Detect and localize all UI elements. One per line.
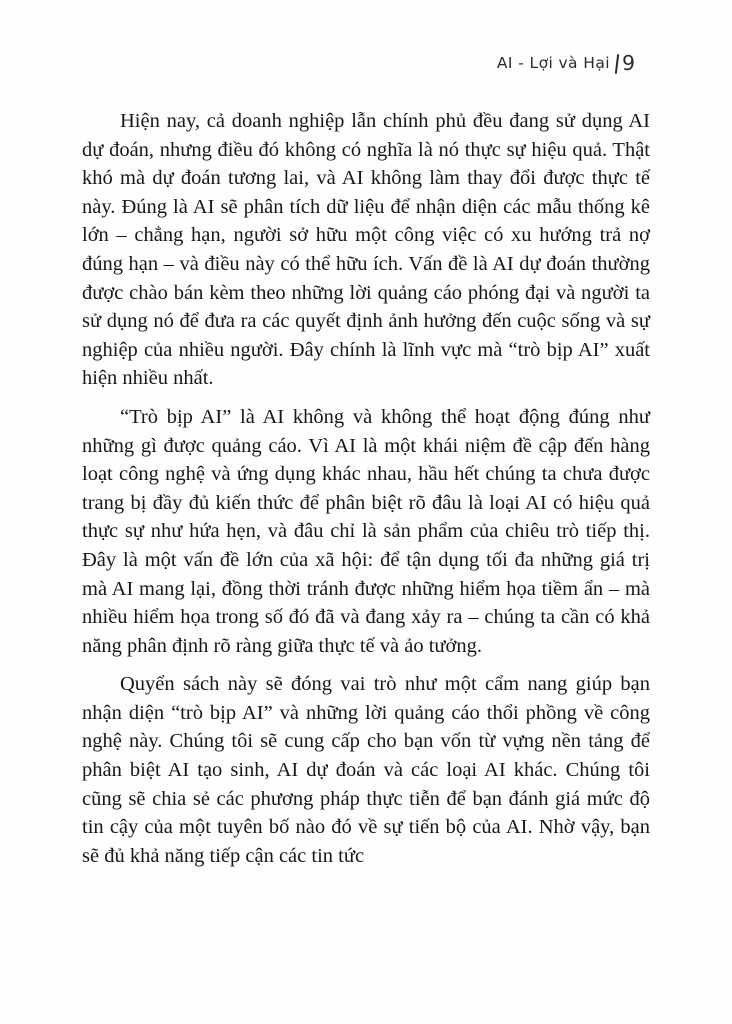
paragraph-1: Hiện nay, cả doanh nghiệp lẫn chính phủ đều đang sử dụng AI dự đoán, nhưng điều đó không có nghĩa là nó thực sự hiệu quả. Thật khó mà dự đoán tương lai, và AI không làm thay đổi được thực tế này. Đúng là AI sẽ phân tích dữ liệu để nhận diện các mẫu thống kê lớn – chẳng hạn, người sở hữu một công việc có xu hướng trả nợ đúng hạn – và điều này có thể hữu ích. Vấn đề là AI dự đoán thường được chào bán kèm theo những lời quảng cáo phóng đại và người ta sử dụng nó để đưa ra các quyết định ảnh hưởng đến cuộc sống và sự nghiệp của nhiều người. Đây chính là lĩnh vực mà “trò bịp AI” xuất hiện nhiều nhất. [82, 110, 650, 390]
paragraph-2: “Trò bịp AI” là AI không và không thể hoạt động đúng như những gì được quảng cáo. Vì AI là một khái niệm đề cập đến hàng loạt công nghệ và ứng dụng khác nhau, hầu hết chúng ta chưa được trang bị đầy đủ kiến thức để phân biệt rõ đâu là loại AI có hiệu quả thực sự như hứa hẹn, và đâu chỉ là sản phẩm của chiêu trò tiếp thị. Đây là một vấn đề lớn của xã hội: để tận dụng tối đa những giá trị mà AI mang lại, đồng thời tránh được những hiểm họa tiềm ẩn – mà nhiều hiểm họa trong số đó đã và đang xảy ra – chúng ta cần có khả năng phân định rõ ràng giữa thực tế và ảo tưởng. [82, 405, 650, 657]
running-head-title: AI - Lợi và Hại [496, 53, 610, 72]
paragraph-3: Quyển sách này sẽ đóng vai trò như một cẩm nang giúp bạn nhận diện “trò bịp AI” và những lời quảng cáo thổi phồng về công nghệ này. Chúng tôi sẽ cung cấp cho bạn vốn từ vựng nền tảng để phân biệt AI tạo sinh, AI dự đoán và các loại AI khác. Chúng tôi cũng sẽ chia sẻ các phương pháp thực tiễn để bạn đánh giá mức độ tin cậy của một tuyên bố nào đó về sự tiến bộ của AI. Nhờ vậy, bạn sẽ đủ khả năng tiếp cận các tin tức [82, 673, 650, 867]
body-text [82, 107, 650, 870]
page-number-divider [615, 53, 619, 73]
page-number: 9 [621, 51, 635, 75]
running-head [497, 53, 635, 74]
